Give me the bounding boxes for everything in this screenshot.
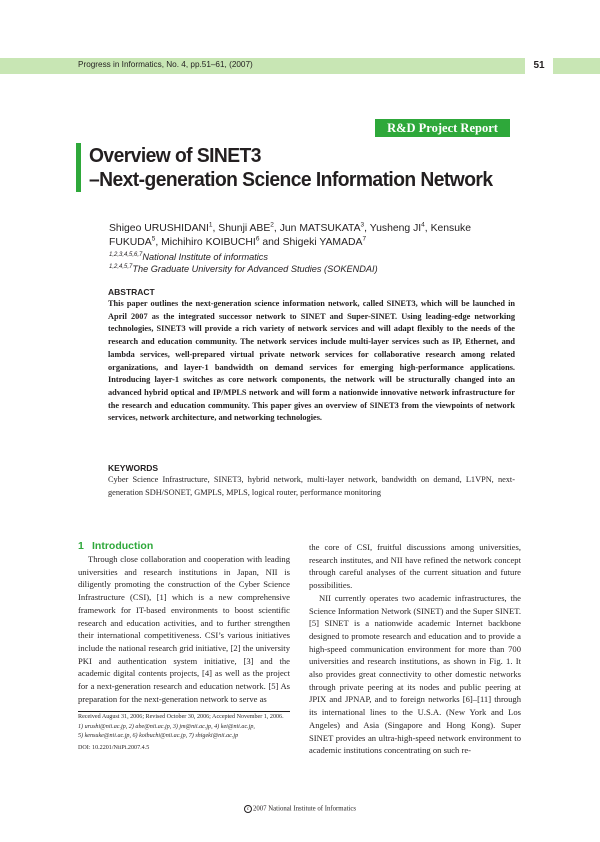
keywords-body: Cyber Science Infrastructure, SINET3, hybrid network, multi-layer network, bandwidth on demand, L1VPN, next-generation SDH/SONET, GMPLS, MPLS, logical router, performance monitoring: [108, 475, 515, 497]
author-name: , Michihiro KOIBUCHI: [155, 237, 256, 248]
abstract-body: This paper outlines the next-generation science information network, called SINET3, which will be launched in April 2007 as the integrated successor network to SINET and Super-SINET. Using leading-edge networking technologies, SINET3 will provide a rich variety of network services and will adapt flexibly to the needs of the research and education community. The network services include multi-layer services such as IP, Ethernet, and lambda services, well-prepared virtual private network services for collaborative research among related organizations, and layer-1 bandwidth on demand services for emerging high-performance applications. Introducing layer-1 switches as core network components, the network will be structurally changed into an advanced hybrid optical and IP/MPLS network and will form a nationwide innovative network infrastructure for the research and education community. This paper gives an overview of SINET3 from the viewpoints of network services, network architecture, and networking technologies.: [108, 299, 515, 423]
affiliation-text: National Institute of informatics: [142, 252, 268, 262]
journal-citation: Progress in Informatics, No. 4, pp.51–61, (2007): [78, 60, 253, 69]
footnotes: [78, 713, 290, 753]
title-line-2: –Next-generation Science Information Network: [89, 168, 493, 191]
affiliation-text: The Graduate University for Advanced Studies (SOKENDAI): [132, 264, 378, 274]
section-number: 1: [78, 540, 84, 552]
affiliation-marker: 7: [362, 235, 367, 243]
affiliation-marker: 6: [255, 235, 260, 243]
author-name: and Shigeki YAMADA: [259, 237, 363, 248]
copyright-notice: [0, 805, 600, 813]
page-number: 51: [525, 58, 553, 74]
author-emails: 1) urushi@nii.ac.jp, 2) abe@nii.ac.jp, 3) jm@nii.ac.jp, 4) kei@nii.ac.jp,: [78, 723, 255, 730]
affiliation-1: [109, 251, 514, 263]
author-name: FUKUDA: [109, 237, 152, 248]
article-type-badge: R&D Project Report: [375, 119, 510, 137]
body-paragraph: Through close collaboration and cooperation with leading universities and research institutions in Japan, NII is diligently promoting the construction of the Cyber Science Infrastructure (CSI), [1] which is a new comprehensive framework for IT-based environments to boost scientific research and education activities, and to further strengthen their international competitiveness. CSI’s various initiatives include the national research grid initiative, [2] the university PKI and authentication system initiative, [3] and the academic digital contents projects, [4] as well as the project for a next-generation research and education network. [5] As preparation for the next-generation network to serve as: [78, 554, 290, 704]
author-name: , Jun MATSUKATA: [273, 223, 361, 234]
author-name: , Shunji ABE: [212, 223, 271, 234]
copyright-text: 2007 National Institute of Informatics: [252, 805, 357, 813]
title-line-1: Overview of SINET3: [89, 144, 261, 167]
paper-title: [89, 144, 493, 192]
doi: DOI: 10.2201/NiiPi.2007.4.5: [78, 744, 150, 751]
received-dates: Received August 31, 2006; Revised October 30, 2006; Accepted November 1, 2006.: [78, 714, 284, 720]
affiliation-marker: 4: [421, 221, 425, 229]
affiliation-2: [109, 263, 514, 275]
author-emails: 5) kensuke@nii.ac.jp, 6) koibuchi@nii.ac.jp, 7) shigeki@nii.ac.jp: [78, 733, 239, 740]
copyright-icon: c: [244, 805, 252, 813]
affiliation-marker: 1,2,4,5,7: [109, 263, 133, 270]
affiliation-marker: 1,2,3,4,5,6,7: [109, 251, 143, 258]
abstract-heading: ABSTRACT: [108, 287, 155, 297]
section-title: Introduction: [92, 540, 154, 552]
keywords-heading: KEYWORDS: [108, 463, 159, 473]
affiliation-marker: 2: [270, 221, 274, 229]
author-name: Shigeo URUSHIDANI: [109, 223, 209, 234]
author-name: , Yusheng JI: [364, 223, 422, 234]
footnote-divider: [78, 711, 290, 712]
author-list: [109, 222, 514, 250]
author-name: , Kensuke: [424, 223, 472, 234]
title-accent-bar: [76, 143, 81, 192]
affiliation-marker: 1: [208, 221, 213, 229]
section-heading-introduction: [78, 540, 153, 552]
body-column-right: [309, 541, 521, 757]
affiliation-marker: 3: [360, 221, 365, 229]
body-column-left: [78, 553, 290, 705]
body-paragraph: NII currently operates two academic infrastructures, the Science Information Network (SINET) and the Super SINET. [5] SINET is a nationwide academic Internet backbone designed to promote research and education and to provide a high-speed communication environment for more than 700 universities and research institutions, as shown in Fig. 1. It also provides great connectivity to other domestic networks through private peering at its nodes and public peering at JPIX and JPNAP, and to foreign networks [6]–[11] through its international lines to the U.S.A. (New York and Los Angeles) and Asia (Singapore and Hong Kong). Super SINET provides an ultra-high-speed network environment to academic institutions concentrating on such re-: [309, 592, 521, 756]
affiliation-marker: 5: [151, 235, 156, 243]
body-paragraph: the core of CSI, fruitful discussions among universities, research institutes, and NII have refined the network concept through careful analyses of the current situation and future possibilities.: [309, 542, 521, 591]
